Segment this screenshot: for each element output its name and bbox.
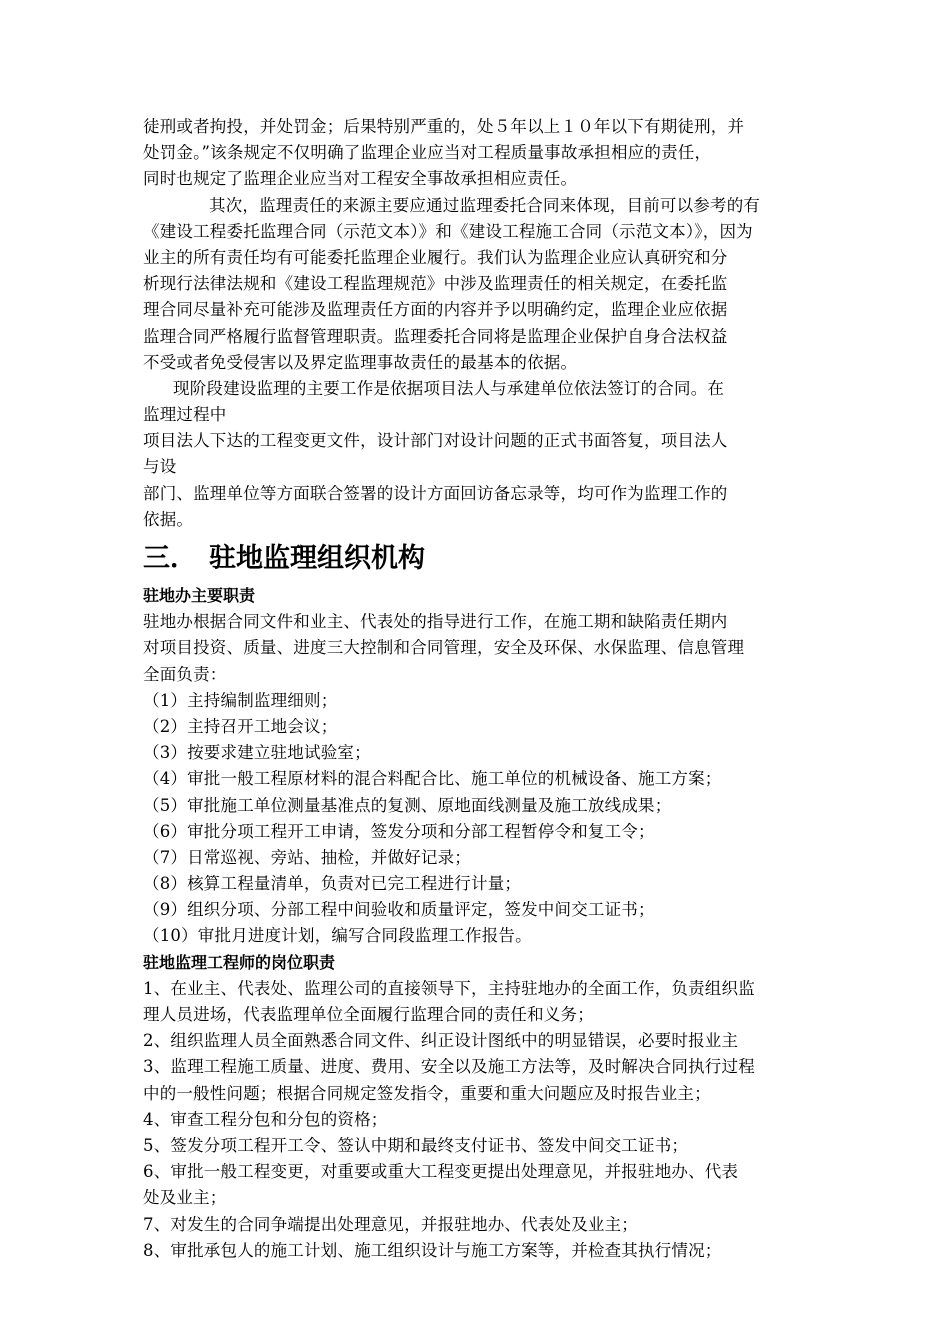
text-line: 析现行法律法规和《建设工程监理规范》中涉及监理责任的相关规定，在委托监 xyxy=(143,274,728,294)
subheading-duties: 驻地办主要职责 xyxy=(143,586,256,605)
text-line: 现阶段建设监理的主要工作是依据项目法人与承建单位依法签订的合同。在 xyxy=(173,378,725,398)
text-line: 《建设工程委托监理合同（示范文本）》和《建设工程施工合同（示范文本）》，因为 xyxy=(143,221,753,241)
list-item: （10）审批月进度计划，编写合同段监理工作报告。 xyxy=(143,926,532,946)
list-item: （3）按要求建立驻地试验室； xyxy=(143,743,371,763)
section-title: 驻地监理组织机构 xyxy=(209,543,425,574)
text-line: 依据。 xyxy=(143,509,194,529)
text-line: 同时也规定了监理企业应当对工程安全事故承担相应责任。 xyxy=(143,169,578,189)
paragraph-criminal-liability xyxy=(143,114,813,193)
text-line: 处及业主； xyxy=(143,1188,227,1208)
text-line: 其次，监理责任的来源主要应通过监理委托合同来体现，目前可以参考的有 xyxy=(209,195,761,215)
duties-list xyxy=(143,688,813,950)
text-line: 对项目投资、质量、进度三大控制和合同管理，安全及环保、水保监理、信息管理 xyxy=(143,638,745,658)
text-line: 5、签发分项工程开工令、签认中期和最终支付证书、签发中间交工证书； xyxy=(143,1135,689,1155)
paragraph-supervision-basis xyxy=(143,376,813,533)
document-page xyxy=(143,114,813,1264)
text-line: 监理合同严格履行监督管理职责。监理委托合同将是监理企业保护自身合法权益 xyxy=(143,326,728,346)
text-line: 6、审批一般工程变更，对重要或重大工程变更提出处理意见，并报驻地办、代表 xyxy=(143,1162,739,1182)
text-line: 全面负责： xyxy=(143,664,227,684)
list-item: （7）日常巡视、旁站、抽检，并做好记录； xyxy=(143,847,471,867)
list-item: （1）主持编制监理细则； xyxy=(143,690,338,710)
list-item: （4）审批一般工程原材料的混合料配合比、施工单位的机械设备、施工方案； xyxy=(143,769,722,789)
paragraph-contract-source xyxy=(143,193,813,376)
text-line: 项目法人下达的工程变更文件，设计部门对设计问题的正式书面答复，项目法人 xyxy=(143,431,728,451)
list-item: （2）主持召开工地会议； xyxy=(143,716,338,736)
engineer-duties-list xyxy=(143,976,813,1264)
list-item: （8）核算工程量清单，负责对已完工程进行计量； xyxy=(143,874,522,894)
text-line: 部门、监理单位等方面联合签署的设计方面回访备忘录等，均可作为监理工作的 xyxy=(143,483,728,503)
duties-intro xyxy=(143,609,813,688)
text-line: 与设 xyxy=(143,457,177,477)
text-line: 理人员进场，代表监理单位全面履行监理合同的责任和义务； xyxy=(143,1005,594,1024)
text-line: 业主的所有责任均有可能委托监理企业履行。我们认为监理企业应认真研究和分 xyxy=(143,247,728,267)
text-line: 不受或者免受侵害以及界定监理事故责任的最基本的依据。 xyxy=(143,352,578,372)
text-line: 驻地办根据合同文件和业主、代表处的指导进行工作，在施工期和缺陷责任期内 xyxy=(143,612,728,632)
text-line: 监理过程中 xyxy=(143,405,227,425)
text-line: 3、监理工程施工质量、进度、费用、安全以及施工方法等，及时解决合同执行过程 xyxy=(143,1057,755,1077)
section-number: 三． xyxy=(143,543,197,574)
text-line: 徒刑或者拘投，并处罚金；后果特别严重的，处５年以上１０年以下有期徒刑，并 xyxy=(143,117,745,136)
text-line: 处罚金。”该条规定不仅明确了监理企业应当对工程质量事故承担相应的责任， xyxy=(143,143,712,163)
subheading-engineer-duties: 驻地监理工程师的岗位职责 xyxy=(143,952,336,972)
text-line: 7、对发生的合同争端提出处理意见，并报驻地办、代表处及业主； xyxy=(143,1214,638,1234)
text-line: 1、在业主、代表处、监理公司的直接领导下，主持驻地办的全面工作，负责组织监 xyxy=(143,978,755,998)
text-line: 2、组织监理人员全面熟悉合同文件、纠正设计图纸中的明显错误，必要时报业主 xyxy=(143,1031,739,1051)
text-line: 理合同尽量补充可能涉及监理责任方面的内容并予以明确约定，监理企业应依据 xyxy=(143,300,728,320)
text-line: 8、审批承包人的施工计划、施工组织设计与施工方案等，并检查其执行情况； xyxy=(143,1240,722,1260)
list-item: （6）审批分项工程开工申请，签发分项和分部工程暂停令和复工令； xyxy=(143,821,655,841)
list-item: （5）审批施工单位测量基准点的复测、原地面线测量及施工放线成果； xyxy=(143,795,672,815)
text-line: 中的一般性问题；根据合同规定签发指令，重要和重大问题应及时报告业主； xyxy=(143,1083,711,1103)
list-item: （9）组织分项、分部工程中间验收和质量评定，签发中间交工证书； xyxy=(143,900,655,920)
text-line: 4、审查工程分包和分包的资格； xyxy=(143,1109,388,1129)
section-heading xyxy=(143,541,813,577)
